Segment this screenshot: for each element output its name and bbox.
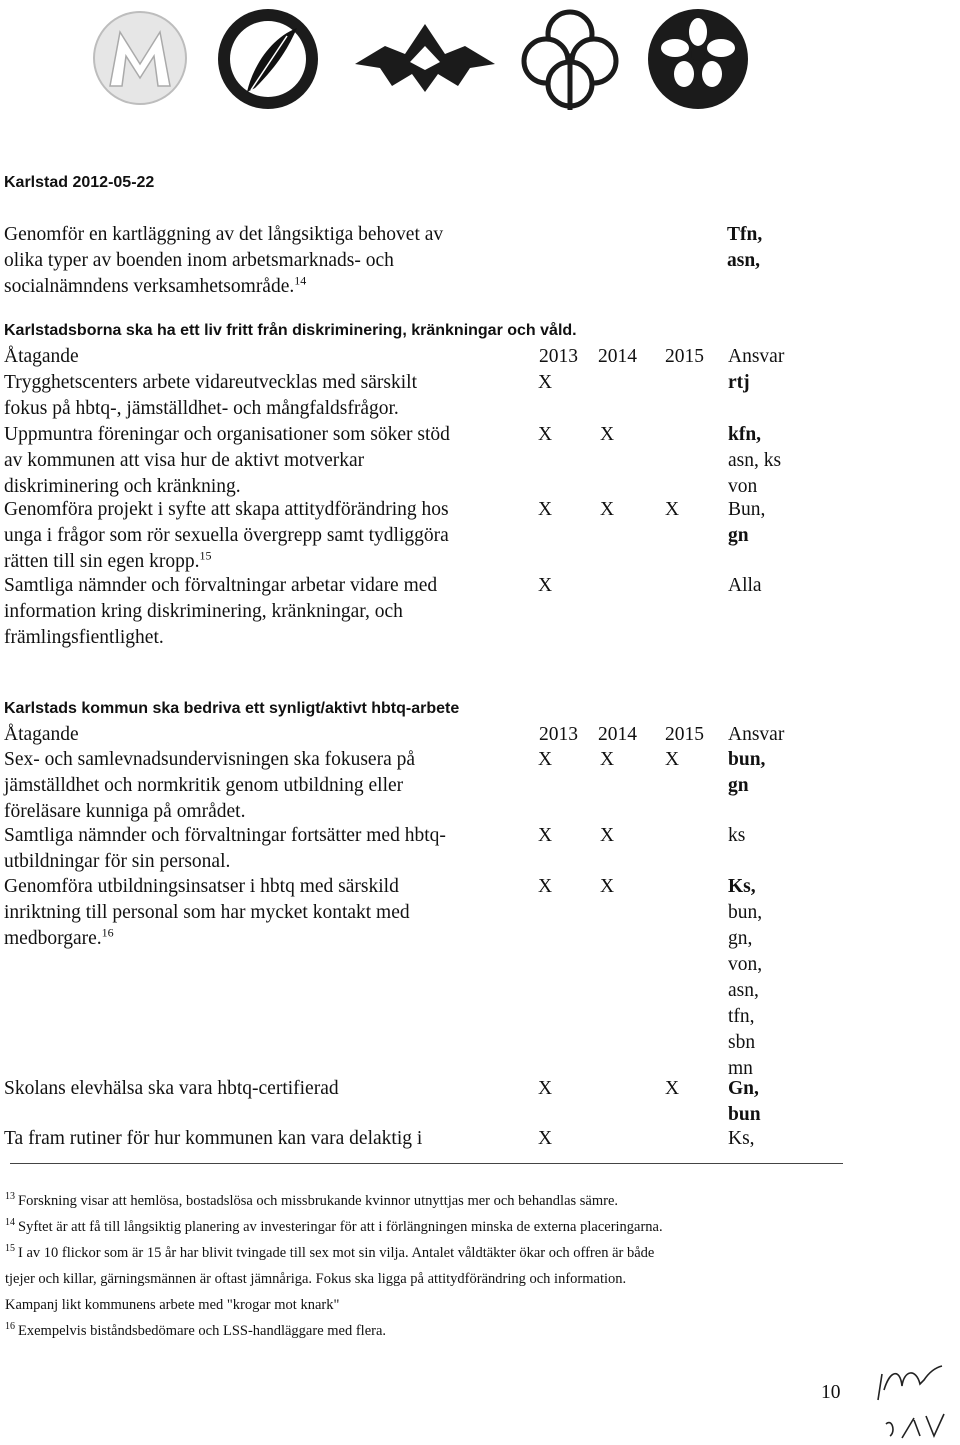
intro-line: olika typer av boenden inom arbetsmarknads- och — [4, 250, 394, 271]
s2-col-2015: 2015 — [665, 724, 704, 745]
row-line: Skolans elevhälsa ska vara hbtq-certifierad — [4, 1078, 339, 1099]
footnote-text: Kampanj likt kommunens arbete med "krogar mot knark" — [5, 1297, 340, 1313]
ansvar-item: sbn — [728, 1032, 756, 1053]
footnote-ref: 15 — [199, 548, 212, 563]
ansvar-item: gn — [728, 775, 749, 796]
s2-col-2014: 2014 — [598, 724, 637, 745]
row-ansvar — [728, 573, 762, 599]
row-line: information kring diskriminering, kränkningar, och — [4, 601, 403, 622]
footnote-text: Exempelvis biståndsbedömare och LSS-handläggare med flera. — [18, 1323, 387, 1339]
row-line: Samtliga nämnder och förvaltningar arbetar vidare med — [4, 575, 438, 596]
ansvar-item: von, — [728, 954, 763, 975]
intro-ansvar — [727, 222, 762, 274]
mark-2014: X — [600, 749, 615, 770]
mark-2013: X — [538, 575, 553, 596]
footnote — [5, 1240, 955, 1318]
ansvar-item: ks — [728, 825, 746, 846]
ansvar-item: Alla — [728, 575, 762, 596]
ansvar-item: bun, — [728, 902, 763, 923]
ansvar-item: tfn, — [728, 1006, 755, 1027]
row-line: rätten till sin egen kropp. — [4, 551, 200, 572]
ansvar-item: bun, — [728, 749, 766, 770]
ansvar-item: asn, — [727, 250, 761, 271]
ansvar-item: asn, — [728, 980, 759, 1001]
row-line: Trygghetscenters arbete vidareutvecklas med särskilt — [4, 372, 417, 393]
mark-2014: X — [600, 825, 615, 846]
row-ansvar — [728, 1076, 761, 1128]
footnote-text: Forskning visar att hemlösa, bostadslösa och missbrukande kvinnor utnyttjas mer och behandlas sämre. — [18, 1193, 619, 1209]
m-logo-icon — [88, 8, 193, 108]
ansvar-item: von — [728, 476, 758, 497]
table-row — [4, 1076, 339, 1102]
mark-2013: X — [538, 749, 553, 770]
row-line: Genomföra utbildningsinsatser i hbtq med särskild — [4, 876, 399, 897]
footnote-number: 14 — [5, 1217, 15, 1229]
mark-2014: X — [600, 499, 615, 520]
section1-heading: Karlstadsborna ska ha ett liv fritt från diskriminering, kränkningar och våld. — [4, 322, 577, 339]
ansvar-item: Bun, — [728, 499, 766, 520]
mark-2014: X — [600, 876, 615, 897]
section2-heading: Karlstads kommun ska bedriva ett synligt/aktivt hbtq-arbete — [4, 700, 460, 717]
mark-2013: X — [538, 424, 553, 445]
place-date: Karlstad 2012-05-22 — [4, 174, 155, 191]
table-row — [4, 422, 518, 500]
table-row — [4, 497, 518, 575]
row-line: unga i frågor som rör sexuella övergrepp samt tydliggöra — [4, 525, 449, 546]
s1-col-2015: 2015 — [665, 346, 704, 367]
footnote — [5, 1188, 955, 1214]
row-ansvar — [728, 874, 762, 1082]
row-line: utbildningar för sin personal. — [4, 851, 231, 872]
ansvar-item: Ks, — [728, 1128, 755, 1149]
footnote — [5, 1214, 955, 1240]
mark-2015: X — [665, 1078, 680, 1099]
party-logos — [0, 0, 960, 120]
ansvar-item: gn, — [728, 928, 753, 949]
mark-2013: X — [538, 876, 553, 897]
ansvar-item: Tfn, — [727, 224, 763, 245]
footnote-text: tjejer och killar, gärningsmännen är oftast jämnåriga. Fokus ska ligga på attitydförändring och information. — [5, 1271, 627, 1287]
s2-col-ansvar: Ansvar — [728, 724, 785, 745]
table-row — [4, 747, 518, 825]
row-line: fokus på hbtq-, jämställdhet- och mångfaldsfrågor. — [4, 398, 399, 419]
table-row — [4, 823, 518, 875]
intro-text — [4, 222, 513, 300]
row-ansvar — [728, 497, 765, 549]
row-line: främlingsfientlighet. — [4, 627, 164, 648]
ansvar-item: asn, ks — [728, 450, 782, 471]
row-line: diskriminering och kränkning. — [4, 476, 241, 497]
mark-2015: X — [665, 749, 680, 770]
s2-col-atagande: Åtagande — [4, 724, 79, 745]
row-ansvar — [728, 370, 750, 396]
row-ansvar — [728, 823, 745, 849]
footnote-number: 16 — [5, 1321, 15, 1333]
intro-line: Genomför en kartläggning av det långsiktiga behovet av — [4, 224, 444, 245]
mark-2014: X — [600, 424, 615, 445]
row-line: föreläsare kunniga på området. — [4, 801, 246, 822]
ansvar-item: gn — [728, 525, 749, 546]
row-line: av kommunen att visa hur de aktivt motverkar — [4, 450, 365, 471]
footnote-ref: 14 — [294, 273, 307, 288]
row-ansvar — [728, 747, 765, 799]
table-row — [4, 874, 518, 952]
mark-2013: X — [538, 825, 553, 846]
ansvar-item: rtj — [728, 372, 750, 393]
s2-col-2013: 2013 — [539, 724, 578, 745]
footnote-separator — [10, 1163, 843, 1164]
s1-col-2014: 2014 — [598, 346, 637, 367]
row-line: Samtliga nämnder och förvaltningar fortsätter med hbtq- — [4, 825, 446, 846]
footnote — [5, 1318, 955, 1344]
row-line: Sex- och samlevnadsundervisningen ska fokusera på — [4, 749, 416, 770]
footnote-text: I av 10 flickor som är 15 år har blivit tvingade till sex mot sin vilja. Antalet våldtäkter ökar och offren är både — [18, 1245, 655, 1261]
mark-2013: X — [538, 1078, 553, 1099]
ansvar-item: mn — [728, 1058, 753, 1079]
clover-logo-icon — [520, 6, 620, 112]
ansvar-item: Gn, — [728, 1078, 759, 1099]
footnote-ref: 16 — [101, 925, 114, 940]
mark-2013: X — [538, 372, 553, 393]
row-line: inriktning till personal som har mycket kontakt med — [4, 902, 410, 923]
flower-logo-icon — [646, 4, 750, 114]
s1-col-atagande: Åtagande — [4, 346, 79, 367]
intro-line: socialnämndens verksamhetsområde. — [4, 276, 295, 297]
signature-icon — [872, 1360, 956, 1442]
ansvar-item: Ks, — [728, 876, 756, 897]
row-line: medborgare. — [4, 928, 102, 949]
birds-logo-icon — [350, 14, 500, 102]
footnote-text: Syftet är att få till långsiktig planering av investeringar för att i förlängningen minska de externa placeringarna. — [18, 1219, 663, 1235]
mark-2013: X — [538, 1128, 553, 1149]
s1-col-ansvar: Ansvar — [728, 346, 785, 367]
ansvar-item: bun — [728, 1104, 761, 1125]
row-line: Uppmuntra föreningar och organisationer som söker stöd — [4, 424, 450, 445]
ansvar-item: kfn, — [728, 424, 762, 445]
row-line: jämställdhet och normkritik genom utbildning eller — [4, 775, 404, 796]
row-line: Ta fram rutiner för hur kommunen kan vara delaktig i — [4, 1128, 423, 1149]
s1-col-2013: 2013 — [539, 346, 578, 367]
table-row — [4, 370, 518, 422]
row-line: Genomföra projekt i syfte att skapa attitydförändring hos — [4, 499, 449, 520]
footnote-number: 13 — [5, 1191, 15, 1203]
mark-2013: X — [538, 499, 553, 520]
feather-logo-icon — [213, 6, 323, 112]
page-number: 10 — [821, 1382, 841, 1403]
table-row — [4, 573, 518, 651]
row-ansvar — [728, 422, 781, 500]
mark-2015: X — [665, 499, 680, 520]
footnote-number: 15 — [5, 1243, 15, 1255]
row-ansvar — [728, 1126, 755, 1152]
table-row — [4, 1126, 518, 1152]
